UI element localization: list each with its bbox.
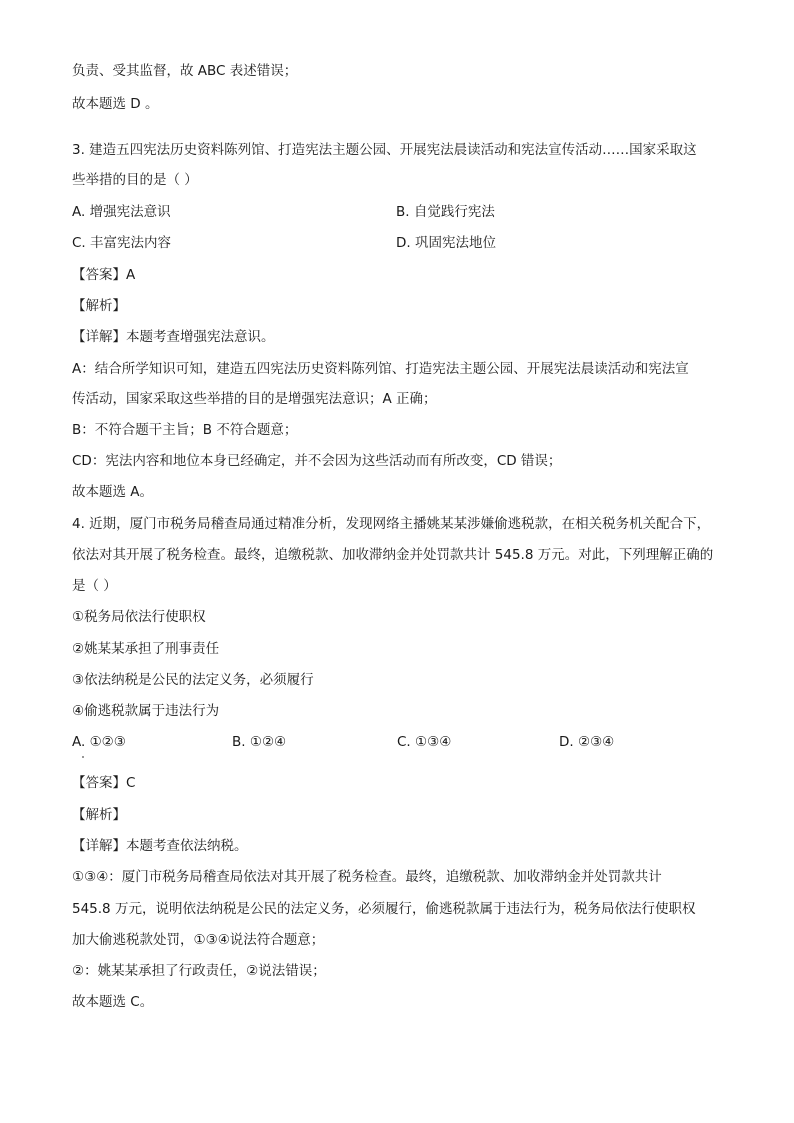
text-line: ①③④：厦门市税务局稽查局依法对其开展了税务检查。最终，追缴税款、加收滞纳金并处罚款共计 bbox=[72, 869, 662, 885]
q3-answer: 【答案】A bbox=[72, 267, 136, 283]
q4-answer: 【答案】C bbox=[72, 775, 136, 791]
q4-statement-1: ①税务局依法行使职权 bbox=[72, 609, 206, 625]
q4-statement-2: ②姚某某承担了刑事责任 bbox=[72, 641, 220, 657]
q4-statement-4: ④偷逃税款属于违法行为 bbox=[72, 703, 220, 719]
question-3-stem-continued: 些举措的目的是（ ） bbox=[72, 172, 198, 188]
question-4-stem-continued: 依法对其开展了税务检查。最终，追缴税款、加收滞纳金并处罚款共计 545.8 万元。对此，下列理解正确的 bbox=[72, 547, 714, 563]
q4-detail: 【详解】本题考查依法纳税。 bbox=[72, 838, 248, 854]
q3-option-b: B. 自觉践行宪法 bbox=[396, 204, 495, 220]
q4-option-c: C. ①③④ bbox=[397, 734, 452, 750]
text-line: 负责、受其监督，故 ABC 表述错误； bbox=[72, 63, 298, 79]
q4-option-b: B. ①②④ bbox=[232, 734, 287, 750]
text-line: 传活动，国家采取这些举措的目的是增强宪法意识；A 正确； bbox=[72, 391, 437, 407]
q3-detail: 【详解】本题考查增强宪法意识。 bbox=[72, 329, 275, 345]
q3-option-c: C. 丰富宪法内容 bbox=[72, 235, 172, 251]
text-line: 故本题选 C。 bbox=[72, 994, 154, 1010]
q4-analysis-heading: 【解析】 bbox=[72, 807, 126, 823]
q4-statement-3: ③依法纳税是公民的法定义务，必须履行 bbox=[72, 672, 314, 688]
question-3-stem: 3. 建造五四宪法历史资料陈列馆、打造宪法主题公园、开展宪法晨读活动和宪法宣传活动……国家采取这 bbox=[72, 142, 697, 158]
text-line: CD：宪法内容和地位本身已经确定，并不会因为这些活动而有所改变，CD 错误； bbox=[72, 453, 562, 469]
text-line: 545.8 万元，说明依法纳税是公民的法定义务，必须履行，偷逃税款属于违法行为，税务局依法行使职权 bbox=[72, 901, 696, 917]
q3-analysis-heading: 【解析】 bbox=[72, 298, 126, 314]
text-line: A：结合所学知识可知，建造五四宪法历史资料陈列馆、打造宪法主题公园、开展宪法晨读活动和宪法宣 bbox=[72, 361, 689, 377]
text-line: 故本题选 D 。 bbox=[72, 96, 159, 112]
text-line: 加大偷逃税款处罚，①③④说法符合题意； bbox=[72, 932, 325, 948]
text-line: 故本题选 A。 bbox=[72, 484, 154, 500]
q3-option-d: D. 巩固宪法地位 bbox=[396, 235, 496, 251]
text-line: B：不符合题干主旨；B 不符合题意； bbox=[72, 422, 298, 438]
text-line: ②：姚某某承担了行政责任，②说法错误； bbox=[72, 963, 326, 979]
question-4-stem: 4. 近期，厦门市税务局稽查局通过精准分析，发现网络主播姚某某涉嫌偷逃税款，在相关税务机关配合下， bbox=[72, 516, 711, 532]
question-4-stem-continued: 是（ ） bbox=[72, 578, 117, 594]
q3-option-a: A. 增强宪法意识 bbox=[72, 204, 171, 220]
q4-option-a: A. ①②③ bbox=[72, 734, 126, 750]
stray-dot bbox=[82, 756, 84, 758]
q4-option-d: D. ②③④ bbox=[559, 734, 615, 750]
